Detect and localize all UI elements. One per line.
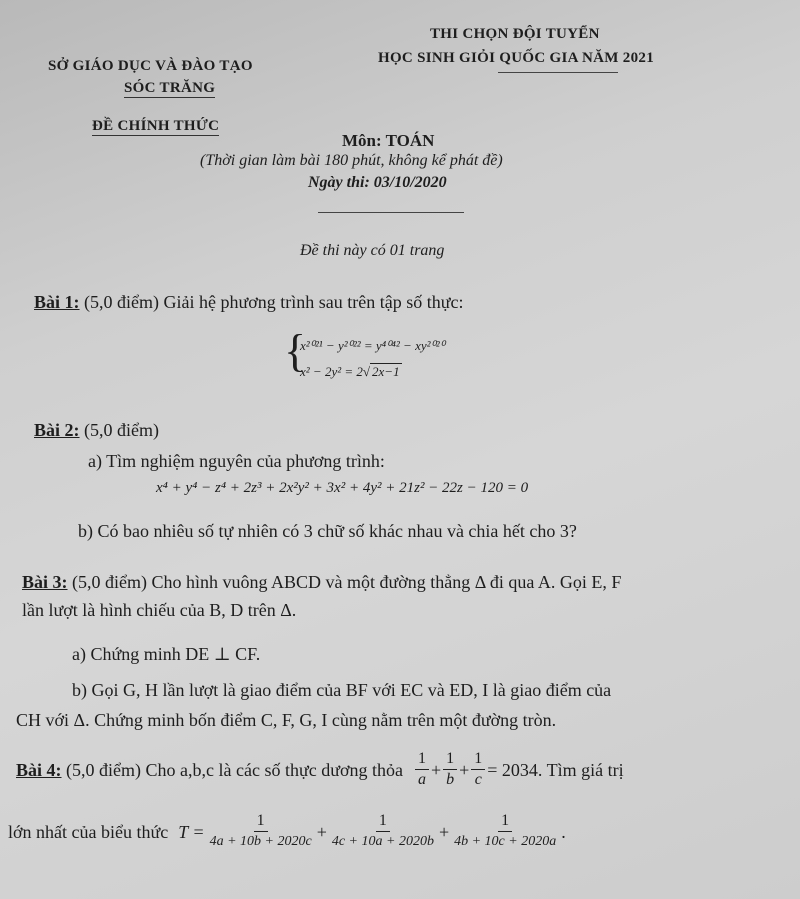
term-2 bbox=[329, 812, 437, 852]
frac-b-num: 1 bbox=[443, 750, 457, 770]
term-1-den: 4a + 10b + 2020c bbox=[209, 834, 312, 849]
problem-4-line1-end: . Tìm giá trị bbox=[537, 759, 624, 780]
problem-4-line1-start: (5,0 điểm) Cho a,b,c là các số thực dương thỏa bbox=[61, 759, 403, 780]
system-eq2-root: 2x−1 bbox=[372, 364, 400, 379]
problem-3a: a) Chứng minh DE ⊥ CF. bbox=[72, 644, 261, 664]
fraction-1-over-a bbox=[415, 750, 429, 790]
problem-2 bbox=[34, 420, 159, 441]
problem-2b: b) Có bao nhiêu số tự nhiên có 3 chữ số khác nhau và chia hết cho 3? bbox=[78, 521, 577, 541]
province-name: SÓC TRĂNG bbox=[124, 80, 216, 96]
problem-3b-line2: CH với Δ. Chứng minh bốn điểm C, F, G, I cùng nằm trên một đường tròn. bbox=[16, 710, 557, 730]
problem-1-text: (5,0 điểm) Giải hệ phương trình sau trên tập số thực: bbox=[79, 292, 464, 312]
frac-a-den: a bbox=[417, 771, 426, 788]
department-name: SỞ GIÁO DỤC VÀ ĐÀO TẠO bbox=[48, 58, 253, 74]
problem-4-line2-start: lớn nhất của biểu thức bbox=[8, 821, 169, 842]
exam-title-line1: THI CHỌN ĐỘI TUYỂN bbox=[430, 26, 600, 42]
problem-2-text: (5,0 điểm) bbox=[79, 420, 159, 440]
plus-sign-2: + bbox=[459, 759, 470, 780]
term-3-den: 4b + 10c + 2020a bbox=[454, 834, 557, 849]
problem-3 bbox=[22, 572, 621, 593]
problem-3b-line1: b) Gọi G, H lần lượt là giao điểm của BF với EC và ED, I là giao điểm của bbox=[72, 680, 612, 700]
term-2-den: 4c + 10a + 2020b bbox=[331, 834, 434, 849]
exam-date: Ngày thi: 03/10/2020 bbox=[308, 174, 447, 191]
fraction-1-over-c bbox=[471, 750, 485, 790]
system-eq1: x²⁰²¹ − y²⁰²² = y⁴⁰⁴² − xy²⁰²⁰ bbox=[300, 338, 445, 353]
frac-c-num: 1 bbox=[471, 750, 485, 770]
problem-3-label: Bài 3: bbox=[22, 572, 68, 592]
problem-4-label: Bài 4: bbox=[16, 759, 62, 780]
official-label: ĐỀ CHÍNH THỨC bbox=[92, 118, 220, 134]
exam-title-line2: HỌC SINH GIỎI QUỐC GIA NĂM 2021 bbox=[378, 50, 654, 66]
term-1 bbox=[207, 812, 315, 852]
problem-3-line2: lần lượt là hình chiếu của B, D trên Δ. bbox=[22, 600, 297, 620]
title-underline bbox=[498, 72, 618, 73]
problem-2a: a) Tìm nghiệm nguyên của phương trình: bbox=[88, 451, 385, 471]
system-brace: { bbox=[284, 325, 307, 376]
problem-1 bbox=[34, 292, 463, 313]
frac-a-num: 1 bbox=[415, 750, 429, 770]
problem-4-line1 bbox=[16, 750, 624, 790]
frac-b-den: b bbox=[446, 771, 455, 788]
date-underline bbox=[318, 212, 464, 213]
system-eq2-left: x² − 2y² = 2 bbox=[300, 364, 363, 379]
constraint-value: = 2034 bbox=[487, 759, 538, 780]
frac-c-den: c bbox=[474, 771, 482, 788]
time-note: (Thời gian làm bài 180 phút, không kể phát đề) bbox=[200, 152, 503, 169]
problem-3-line1: (5,0 điểm) Cho hình vuông ABCD và một đường thẳng Δ đi qua A. Gọi E, F bbox=[67, 572, 622, 592]
T-equals: T = bbox=[178, 821, 205, 842]
plus-sign-1: + bbox=[430, 759, 442, 780]
plus-sign-3: + bbox=[316, 821, 327, 842]
problem-4-line2 bbox=[8, 812, 566, 852]
term-3-num: 1 bbox=[498, 812, 512, 832]
term-2-num: 1 bbox=[376, 812, 390, 832]
problem-1-label: Bài 1: bbox=[34, 292, 80, 312]
system-eq2: x² − 2y² = 2√ 2x−1 bbox=[300, 364, 400, 379]
plus-sign-4: + bbox=[438, 821, 450, 842]
subject: Môn: TOÁN bbox=[342, 131, 435, 150]
problem-2a-equation: x⁴ + y⁴ − z⁴ + 2z³ + 2x²y² + 3x² + 4y² + 21z² − 22z − 120 = 0 bbox=[156, 480, 529, 496]
problem-4-end: . bbox=[561, 821, 566, 842]
page-note: Đề thi này có 01 trang bbox=[300, 242, 445, 259]
problem-2-label: Bài 2: bbox=[34, 420, 80, 440]
term-1-num: 1 bbox=[254, 812, 268, 832]
term-3 bbox=[451, 812, 559, 852]
fraction-1-over-b bbox=[443, 750, 457, 790]
